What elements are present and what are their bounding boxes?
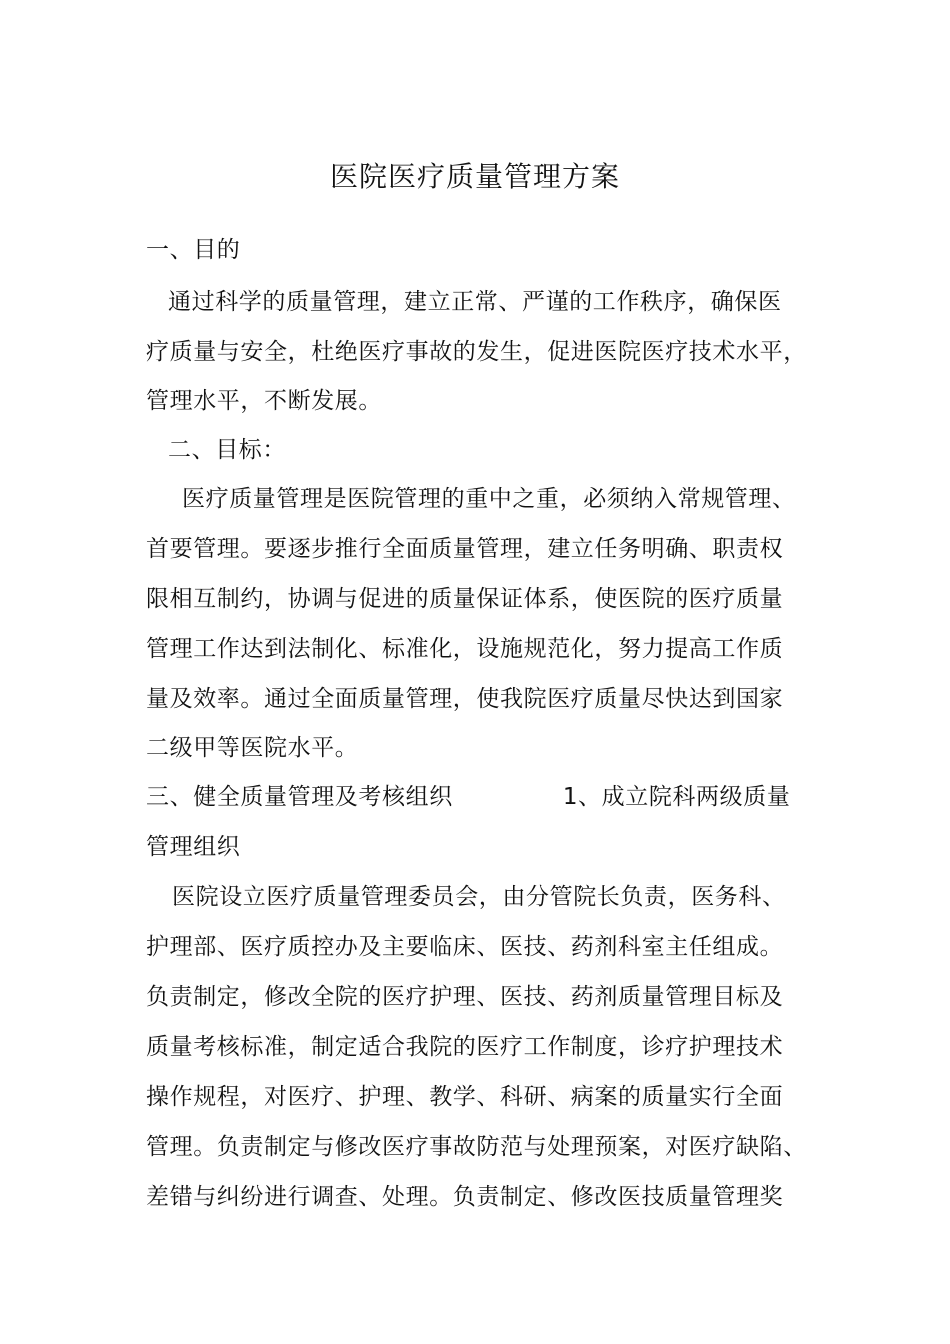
section-heading-organization — [146, 777, 790, 817]
paragraph-line: 限相互制约，协调与促进的质量保证体系，使医院的医疗质量 — [146, 586, 784, 612]
paragraph-line: 医院设立医疗质量管理委员会，由分管院长负责，医务科、 — [172, 884, 786, 910]
paragraph-line: 管理水平，不断发展。 — [146, 388, 382, 414]
section-heading-goals: 二、目标： — [168, 437, 286, 463]
paragraph-line: 操作规程，对医疗、护理、教学、科研、病案的质量实行全面 — [146, 1084, 784, 1110]
paragraph-line: 质量考核标准，制定适合我院的医疗工作制度，诊疗护理技术 — [146, 1034, 784, 1060]
paragraph-line: 医疗质量管理是医院管理的重中之重，必须纳入常规管理、 — [182, 486, 796, 512]
paragraph-line: 通过科学的质量管理，建立正常、严谨的工作秩序，确保医 — [168, 289, 782, 315]
paragraph-line: 护理部、医疗质控办及主要临床、医技、药剂科室主任组成。 — [146, 934, 784, 960]
paragraph-line: 管理。负责制定与修改医疗事故防范与处理预案，对医疗缺陷、 — [146, 1134, 807, 1160]
section-heading-text: 三、健全质量管理及考核组织 — [146, 784, 453, 810]
paragraph-line: 首要管理。要逐步推行全面质量管理，建立任务明确、职责权 — [146, 536, 784, 562]
subsection-heading-text: 1、成立院科两级质量 — [562, 784, 791, 810]
paragraph-line: 疗质量与安全，杜绝医疗事故的发生，促进医院医疗技术水平， — [146, 339, 807, 365]
document-title: 医院医疗质量管理方案 — [329, 160, 620, 193]
paragraph-line: 管理工作达到法制化、标准化，设施规范化，努力提高工作质 — [146, 636, 784, 662]
paragraph-line: 负责制定，修改全院的医疗护理、医技、药剂质量管理目标及 — [146, 984, 784, 1010]
paragraph-line: 差错与纠纷进行调查、处理。负责制定、修改医技质量管理奖 — [146, 1184, 784, 1210]
paragraph-line: 二级甲等医院水平。 — [146, 735, 359, 761]
paragraph-line: 量及效率。通过全面质量管理，使我院医疗质量尽快达到国家 — [146, 686, 784, 712]
section-heading-purpose: 一、目的 — [146, 237, 241, 263]
subsection-heading-continued: 管理组织 — [146, 834, 241, 860]
